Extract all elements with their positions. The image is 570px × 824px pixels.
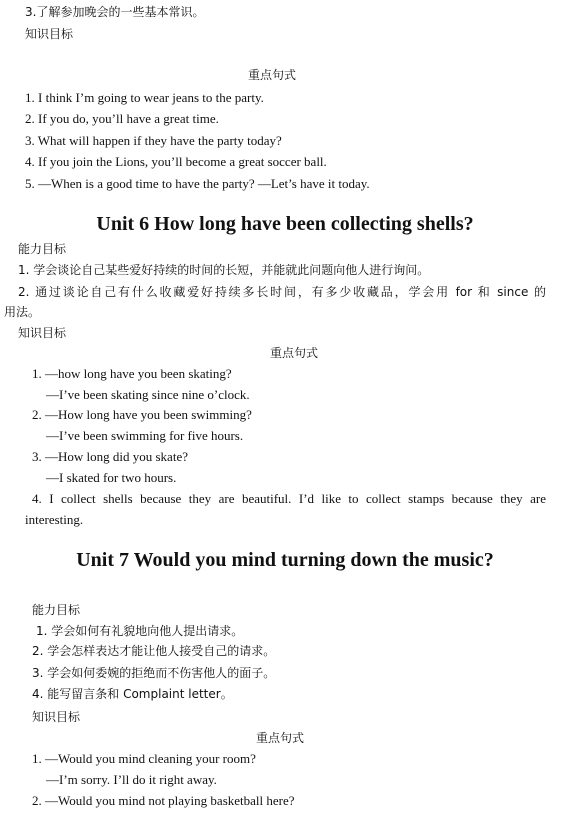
unit-6-ability-1: 1. 学会谈论自己某些爱好持续的时间的长短，并能就此问题向他人进行询问。 <box>18 263 430 277</box>
unit-6-key-sentences-label: 重点句式 <box>270 346 319 360</box>
unit-6-sentence-1a: 1. —how long have you been skating? <box>32 366 232 381</box>
sentence-3: 3. What will happen if they have the party today? <box>25 133 282 148</box>
knowledge-objectives-label: 知识目标 <box>25 27 74 41</box>
unit-6-ability-2: 2. 通过谈论自己有什么收藏爱好持续多长时间，有多少收藏品，学会用 for 和 since 的 <box>18 285 546 299</box>
unit-7-key-sentences-label: 重点句式 <box>256 731 305 745</box>
unit-7-title: Unit 7 Would you mind turning down the music? <box>76 549 494 571</box>
unit-7-ability-2: 2. 学会怎样表达才能让他人接受自己的请求。 <box>32 644 276 658</box>
unit-6-sentence-3a: 3. —How long did you skate? <box>32 449 188 464</box>
sentence-1: 1. I think I’m going to wear jeans to the party. <box>25 90 264 105</box>
unit-7-knowledge-label: 知识目标 <box>32 710 81 724</box>
unit-7-ability-4: 4. 能写留言条和 Complaint letter。 <box>32 687 233 701</box>
unit-7-sentence-2a: 2. —Would you mind not playing basketball here? <box>32 793 295 808</box>
unit-6-sentence-3b: —I skated for two hours. <box>46 470 177 485</box>
unit-6-sentence-1b: —I’ve been skating since nine o’clock. <box>46 387 250 402</box>
sentence-2: 2. If you do, you’ll have a great time. <box>25 111 219 126</box>
unit-6-title: Unit 6 How long have been collecting shells? <box>96 213 474 235</box>
unit-7-sentence-1b: —I’m sorry. I’ll do it right away. <box>46 772 217 787</box>
unit-7-ability-label: 能力目标 <box>32 603 81 617</box>
unit-6-ability-label: 能力目标 <box>18 242 67 256</box>
unit-6-ability-2-cont: 用法。 <box>4 305 41 319</box>
unit-6-sentence-4: 4. I collect shells because they are beautiful. I’d like to collect stamps because they are <box>32 491 546 506</box>
unit-7-sentence-1a: 1. —Would you mind cleaning your room? <box>32 751 256 766</box>
sentence-5: 5. —When is a good time to have the party? —Let’s have it today. <box>25 176 370 191</box>
objective-line-3: 3.了解参加晚会的一些基本常识。 <box>25 5 205 19</box>
unit-6-sentence-4-cont: interesting. <box>25 512 84 527</box>
unit-7-ability-1: 1. 学会如何有礼貌地向他人提出请求。 <box>36 624 244 638</box>
key-sentences-label: 重点句式 <box>248 68 297 82</box>
unit-6-knowledge-label: 知识目标 <box>18 326 67 340</box>
sentence-4: 4. If you join the Lions, you’ll become a great soccer ball. <box>25 154 327 169</box>
unit-7-ability-3: 3. 学会如何委婉的拒绝而不伤害他人的面子。 <box>32 666 276 680</box>
unit-6-sentence-2b: —I’ve been swimming for five hours. <box>46 428 244 443</box>
unit-6-sentence-2a: 2. —How long have you been swimming? <box>32 407 252 422</box>
